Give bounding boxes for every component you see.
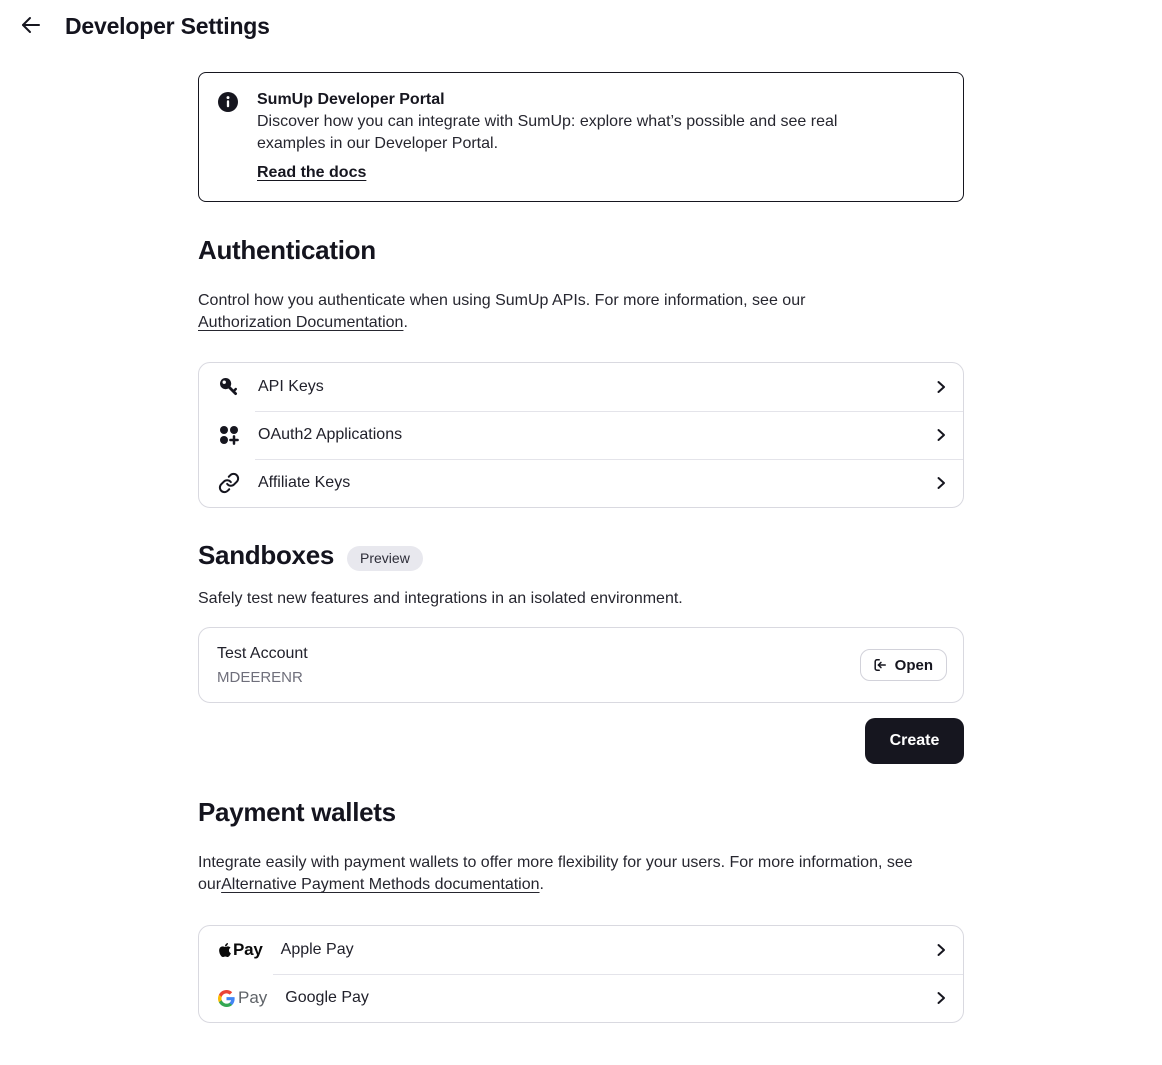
info-banner (198, 72, 964, 202)
apple-pay-row[interactable] (199, 926, 963, 974)
alternative-payment-methods-link[interactable]: Alternative Payment Methods documentation (221, 876, 540, 893)
info-banner-body: Discover how you can integrate with SumUp: explore what’s possible and see real examples in our Developer Portal. (257, 113, 838, 152)
affiliate-keys-label: Affiliate Keys (258, 474, 351, 491)
authorization-documentation-link[interactable]: Authorization Documentation (198, 314, 404, 331)
payment-wallets-description-suffix: . (539, 876, 544, 893)
test-account-card (198, 627, 964, 703)
page-title: Developer Settings (65, 12, 270, 39)
create-button[interactable]: Create (865, 718, 964, 764)
key-icon (218, 376, 240, 398)
payment-wallets-description (198, 852, 964, 896)
chevron-right-icon (934, 476, 948, 490)
back-button[interactable] (15, 10, 47, 42)
api-keys-label: API Keys (258, 378, 324, 395)
authentication-description-text: Control how you authenticate when using SumUp APIs. For more information, see our (198, 292, 806, 309)
sandboxes-description: Safely test new features and integrations in an isolated environment. (198, 590, 683, 607)
chevron-right-icon (934, 991, 948, 1005)
apple-pay-logo: Pay (218, 940, 263, 960)
account-id: MDEERENR (217, 669, 303, 686)
oauth2-applications-row[interactable] (199, 411, 963, 459)
google-pay-logo: Pay (218, 988, 267, 1008)
log-in-icon (872, 657, 888, 673)
payment-wallets-heading: Payment wallets (198, 797, 396, 827)
chevron-right-icon (934, 380, 948, 394)
oauth2-applications-label: OAuth2 Applications (258, 426, 403, 443)
api-keys-row[interactable] (199, 363, 963, 411)
authentication-heading: Authentication (198, 235, 376, 265)
payment-wallets-card (198, 925, 964, 1023)
account-name: Test Account (217, 645, 308, 662)
sandboxes-heading: Sandboxes (198, 540, 335, 570)
payment-wallets-description-text: Integrate easily with payment wallets to offer more flexibility for your users. For more information, see our (198, 854, 913, 893)
link-icon (218, 472, 240, 494)
read-the-docs-link[interactable]: Read the docs (257, 164, 367, 181)
google-pay-row[interactable] (199, 974, 963, 1022)
chevron-right-icon (934, 943, 948, 957)
sandboxes-section (198, 540, 964, 764)
payment-wallets-section (198, 797, 964, 1023)
authentication-section (198, 235, 964, 508)
preview-badge: Preview (347, 546, 423, 571)
open-button-label: Open (894, 656, 933, 674)
affiliate-keys-row[interactable] (199, 459, 963, 507)
apple-pay-label: Apple Pay (280, 941, 354, 958)
info-banner-title: SumUp Developer Portal (257, 91, 445, 108)
topbar (0, 0, 1162, 52)
chevron-right-icon (934, 428, 948, 442)
apps-add-icon (218, 424, 240, 446)
google-pay-label: Google Pay (285, 989, 369, 1006)
authentication-description-suffix: . (403, 314, 408, 331)
open-button[interactable] (860, 649, 947, 681)
authentication-card (198, 362, 964, 508)
arrow-left-icon (19, 13, 43, 40)
info-icon (218, 92, 238, 112)
authentication-description (198, 290, 838, 334)
